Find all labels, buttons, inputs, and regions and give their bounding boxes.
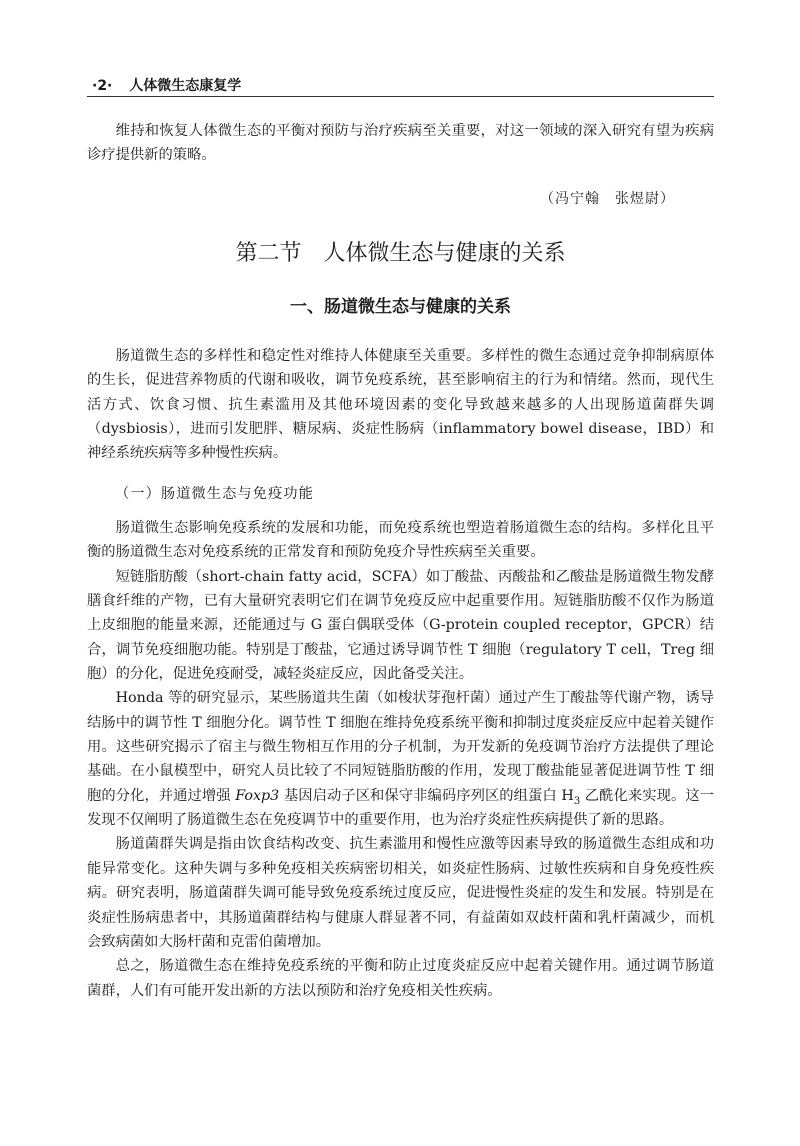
author-credit: （冯宁翰 张煜尉）	[540, 191, 675, 207]
intro-block	[87, 119, 714, 168]
paragraph-scfa: 短链脂肪酸（short-chain fatty acid，SCFA）如丁酸盐、丙酸盐和乙酸盐是肠道微生物发酵膳食纤维的产物，已有大量研究表明它们在调节免疫反应中起重要作用。短链脂肪酸不仅作为肠道上皮细胞的能量来源，还能通过与 G 蛋白偶联受体（G-protein coupled receptor，GPCR）结合，调节免疫细胞功能。特别是丁酸盐，它通过诱导调节性 T 细胞（regulatory T cell，Treg 细胞）的分化，促进免疫耐受，减轻炎症反应，因此备受关注。	[87, 568, 714, 683]
subsubsection-heading: （一）肠道微生态与免疫功能	[115, 486, 314, 502]
paragraph-summary: 总之，肠道微生态在维持免疫系统的平衡和防止过度炎症反应中起着关键作用。通过调节肠道菌群，人们有可能开发出新的方法以预防和治疗免疫相关性疾病。	[87, 958, 714, 999]
paragraph-block-1	[87, 344, 714, 466]
running-header	[92, 76, 714, 96]
paragraph-block-2	[87, 516, 714, 1003]
honda-text-a: Honda 等的研究显示，某些肠道共生菌（如梭状芽孢杆菌）通过产生丁酸盐等代谢产物，诱导结肠中的调节性 T 细胞分化。调节性 T 细胞在维持免疫系统平衡和抑制过度炎症反应中起着关键作用。这些研究揭示了宿主与微生物相互作用的分子机制，为开发新的免疫调节治疗方法提供了理论基础。在小鼠模型中，研究人员比较了不同短链脂肪酸的作用，发现丁酸盐能显著促进调节性 T 细胞的分化，并通过增强	[87, 690, 714, 804]
histone-subscript: 3	[573, 795, 581, 807]
book-title: 人体微生态康复学	[129, 78, 242, 94]
paragraph-immune-development: 肠道微生态影响免疫系统的发展和功能，而免疫系统也塑造着肠道微生态的结构。多样化且平衡的肠道微生态对免疫系统的正常发育和预防免疫介导性疾病至关重要。	[87, 520, 714, 561]
section-title: 人体微生态与健康的关系	[323, 241, 566, 266]
subsection-heading: 一、肠道微生态与健康的关系	[290, 297, 511, 317]
page-number: ·2·	[92, 78, 113, 94]
header-rule	[87, 96, 714, 97]
paragraph-honda-study	[87, 686, 714, 832]
paragraph-diversity: 肠道微生态的多样性和稳定性对维持人体健康至关重要。多样性的微生态通过竞争抑制病原体的生长，促进营养物质的代谢和吸收，调节免疫系统，甚至影响宿主的行为和情绪。然而，现代生活方式、饮食习惯、抗生素滥用及其他环境因素的变化导致越来越多的人出现肠道菌群失调（dysbiosis），进而引发肥胖、糖尿病、炎症性肠病（inflammatory bowel disease，IBD）和神经系统疾病等多种慢性疾病。	[87, 348, 714, 462]
intro-paragraph: 维持和恢复人体微生态的平衡对预防与治疗疾病至关重要，对这一领域的深入研究有望为疾病诊疗提供新的策略。	[87, 123, 714, 164]
gene-name: Foxp3	[235, 787, 280, 804]
section-number: 第二节	[235, 241, 302, 266]
honda-text-b: 基因启动子区和保守非编码序列区的组蛋白 H	[279, 787, 574, 804]
honda-text-c: 乙酰化来实现。这一发现不仅阐明了肠道微生态在免疫调节中的重要作用，也为治疗炎症性疾病提供了新的思路。	[87, 787, 714, 829]
section-heading	[87, 236, 714, 272]
paragraph-dysbiosis: 肠道菌群失调是指由饮食结构改变、抗生素滥用和慢性应激等因素导致的肠道微生态组成和功能异常变化。这种失调与多种免疫相关疾病密切相关，如炎症性肠病、过敏性疾病和自身免疫性疾病。研究表明，肠道菌群失调可能导致免疫系统过度反应，促进慢性炎症的发生和发展。特别是在炎症性肠病患者中，其肠道菌群结构与健康人群显著不同，有益菌如双歧杆菌和乳杆菌减少，而机会致病菌如大肠杆菌和克雷伯菌增加。	[87, 836, 714, 950]
